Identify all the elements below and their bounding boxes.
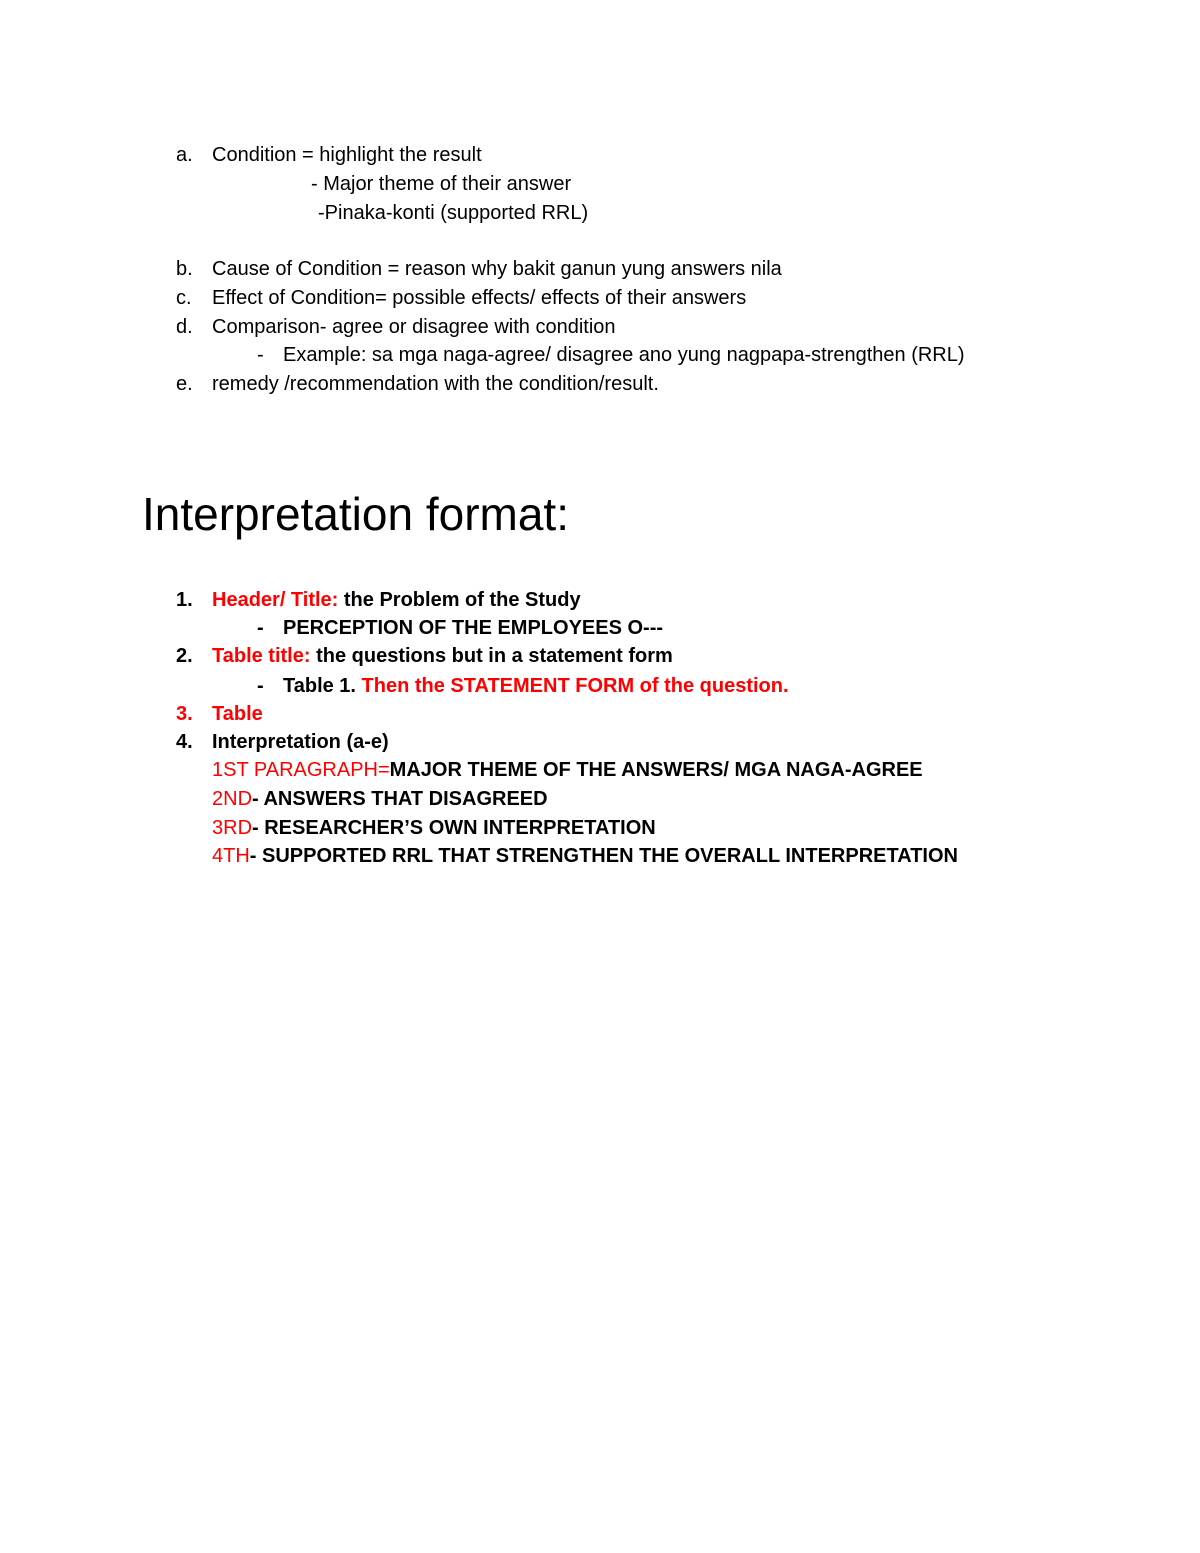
paragraph-3-text: - RESEARCHER’S OWN INTERPRETATION <box>252 817 656 839</box>
table-title-bullet: - <box>257 675 264 697</box>
list-marker-3: 3. <box>176 703 193 725</box>
header-bullet: - <box>257 617 264 639</box>
condition-subline-2: -Pinaka-konti (supported RRL) <box>318 202 589 224</box>
table-number: Table 1. <box>283 675 362 697</box>
comparison-subitem: Example: sa mga naga-agree/ disagree ano yung nagpapa-strengthen (RRL) <box>283 344 965 366</box>
paragraph-4-label: 4TH <box>212 845 250 867</box>
list-marker-b: b. <box>176 258 193 280</box>
list-item-condition: Condition = highlight the result <box>212 144 482 166</box>
section-heading: Interpretation format: <box>142 488 569 540</box>
list-item-interpretation: Interpretation (a-e) <box>212 731 389 753</box>
paragraph-1 <box>212 758 923 782</box>
table-title-text: the questions but in a statement form <box>310 645 673 667</box>
list-item-comparison: Comparison- agree or disagree with condition <box>212 316 616 338</box>
list-marker-4: 4. <box>176 731 193 753</box>
header-text: the Problem of the Study <box>338 589 581 611</box>
list-item-table-title <box>212 644 673 668</box>
paragraph-2-text: - ANSWERS THAT DISAGREED <box>252 788 548 810</box>
paragraph-3-label: 3RD <box>212 817 253 839</box>
list-marker-d: d. <box>176 316 193 338</box>
list-marker-c: c. <box>176 287 192 309</box>
list-item-effect: Effect of Condition= possible effects/ effects of their answers <box>212 287 747 309</box>
condition-subline-1: - Major theme of their answer <box>311 173 572 195</box>
list-marker-e: e. <box>176 373 193 395</box>
table-title-subitem <box>283 674 789 698</box>
list-item-cause: Cause of Condition = reason why bakit ganun yung answers nila <box>212 258 782 280</box>
list-item-header <box>212 588 581 612</box>
list-item-remedy: remedy /recommendation with the condition/result. <box>212 373 659 395</box>
list-item-table: Table <box>212 703 263 725</box>
comparison-bullet: - <box>257 344 264 366</box>
header-label: Header/ Title: <box>212 589 339 611</box>
paragraph-2-label: 2ND <box>212 788 253 810</box>
list-marker-1: 1. <box>176 589 193 611</box>
table-title-label: Table title: <box>212 645 311 667</box>
paragraph-4 <box>212 844 958 868</box>
header-subitem: PERCEPTION OF THE EMPLOYEES O--- <box>283 617 664 639</box>
list-marker-a: a. <box>176 144 193 166</box>
paragraph-2 <box>212 787 548 811</box>
statement-form-note: Then the STATEMENT FORM of the question. <box>361 675 789 697</box>
paragraph-1-text: MAJOR THEME OF THE ANSWERS/ MGA NAGA-AGREE <box>389 759 923 781</box>
list-marker-2: 2. <box>176 645 193 667</box>
paragraph-4-text: - SUPPORTED RRL THAT STRENGTHEN THE OVERALL INTERPRETATION <box>249 845 958 867</box>
paragraph-1-label: 1ST PARAGRAPH= <box>212 759 390 781</box>
paragraph-3 <box>212 816 656 840</box>
